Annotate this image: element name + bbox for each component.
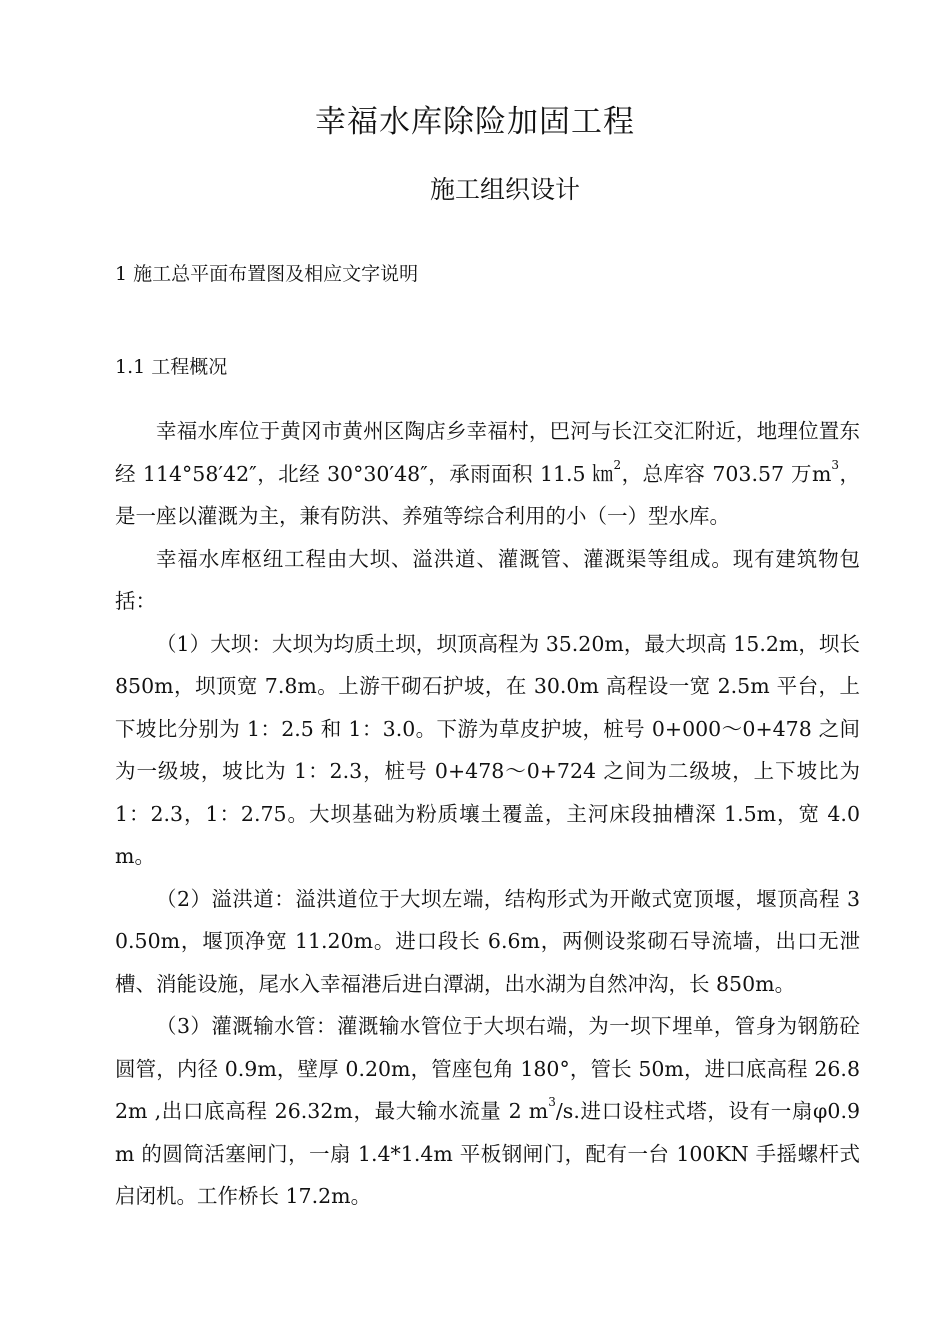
paragraph-dam: （1）大坝：大坝为均质土坝，坝顶高程为 35.20m，最大坝高 15.2m，坝长 850m，坝顶宽 7.8m。上游干砌石护坡，在 30.0m 高程设一宽 2.5m 平台，上下坡比分别为 1：2.5 和 1：3.0。下游为草皮护坡，桩号 0+000～0+478 之间为一级坡，坡比为 1：2.3，桩号 0+478～0+724 之间为二级坡，上下坡比为 1：2.3，1：2.75。大坝基础为粉质壤土覆盖，主河床段抽槽深 1.5m，宽 4.0m。 [115,631,860,868]
superscript-3-flow: 3 [548,1095,556,1109]
superscript-2: 2 [613,457,622,472]
section-1-1-heading: 1.1 工程概况 [115,356,228,378]
paragraph-irrigation-pipe-text-b: /s.进口设柱式塔，设有一扇φ0.9m 的圆筒活塞闸门，一扇 1.4*1.4m 平板钢闸门，配有一台 100KN 手摇螺杆式启闭机。工作桥长 17.2m。 [115,1099,861,1208]
paragraph-irrigation-pipe [115,1005,860,1218]
paragraph-location-text-c: ，是一座以灌溉为主，兼有防洪、养殖等综合利用的小（一）型水库。 [115,461,861,528]
paragraph-irrigation-pipe-text-a: （3）灌溉输水管：灌溉输水管位于大坝右端，为一坝下埋单，管身为钢筋砼圆管，内径 0.9m，壁厚 0.20m，管座包角 180°，管长 50m，进口底高程 26.82m ,出口底高程 26.32m，最大输水流量 2 m [115,1014,860,1123]
paragraph-location-text-b: ，总库容 703.57 万m [621,461,832,486]
document-subtitle: 施工组织设计 [429,175,580,204]
document-title: 幸福水库除险加固工程 [315,104,635,140]
paragraph-structures-intro: 幸福水库枢纽工程由大坝、溢洪道、灌溉管、灌溉渠等组成。现有建筑物包括： [115,546,860,613]
superscript-3: 3 [831,457,840,472]
paragraph-location [115,410,860,538]
paragraph-spillway: （2）溢洪道：溢洪道位于大坝左端，结构形式为开敞式宽顶堰，堰顶高程 30.50m，堰顶净宽 11.20m。进口段长 6.6m，两侧设浆砌石导流墙，出口无泄槽、消能设施，尾水入幸福港后进白潭湖，出水湖为自然冲沟，长 850m。 [115,886,860,996]
body-text [115,410,860,1218]
paragraph-location-text-a: 幸福水库位于黄冈市黄州区陶店乡幸福村，巴河与长江交汇附近，地理位置东经 114°58′42″，北经 30°30′48″，承雨面积 11.5 ㎞ [115,419,860,486]
section-1-heading: 1 施工总平面布置图及相应文字说明 [115,263,419,285]
